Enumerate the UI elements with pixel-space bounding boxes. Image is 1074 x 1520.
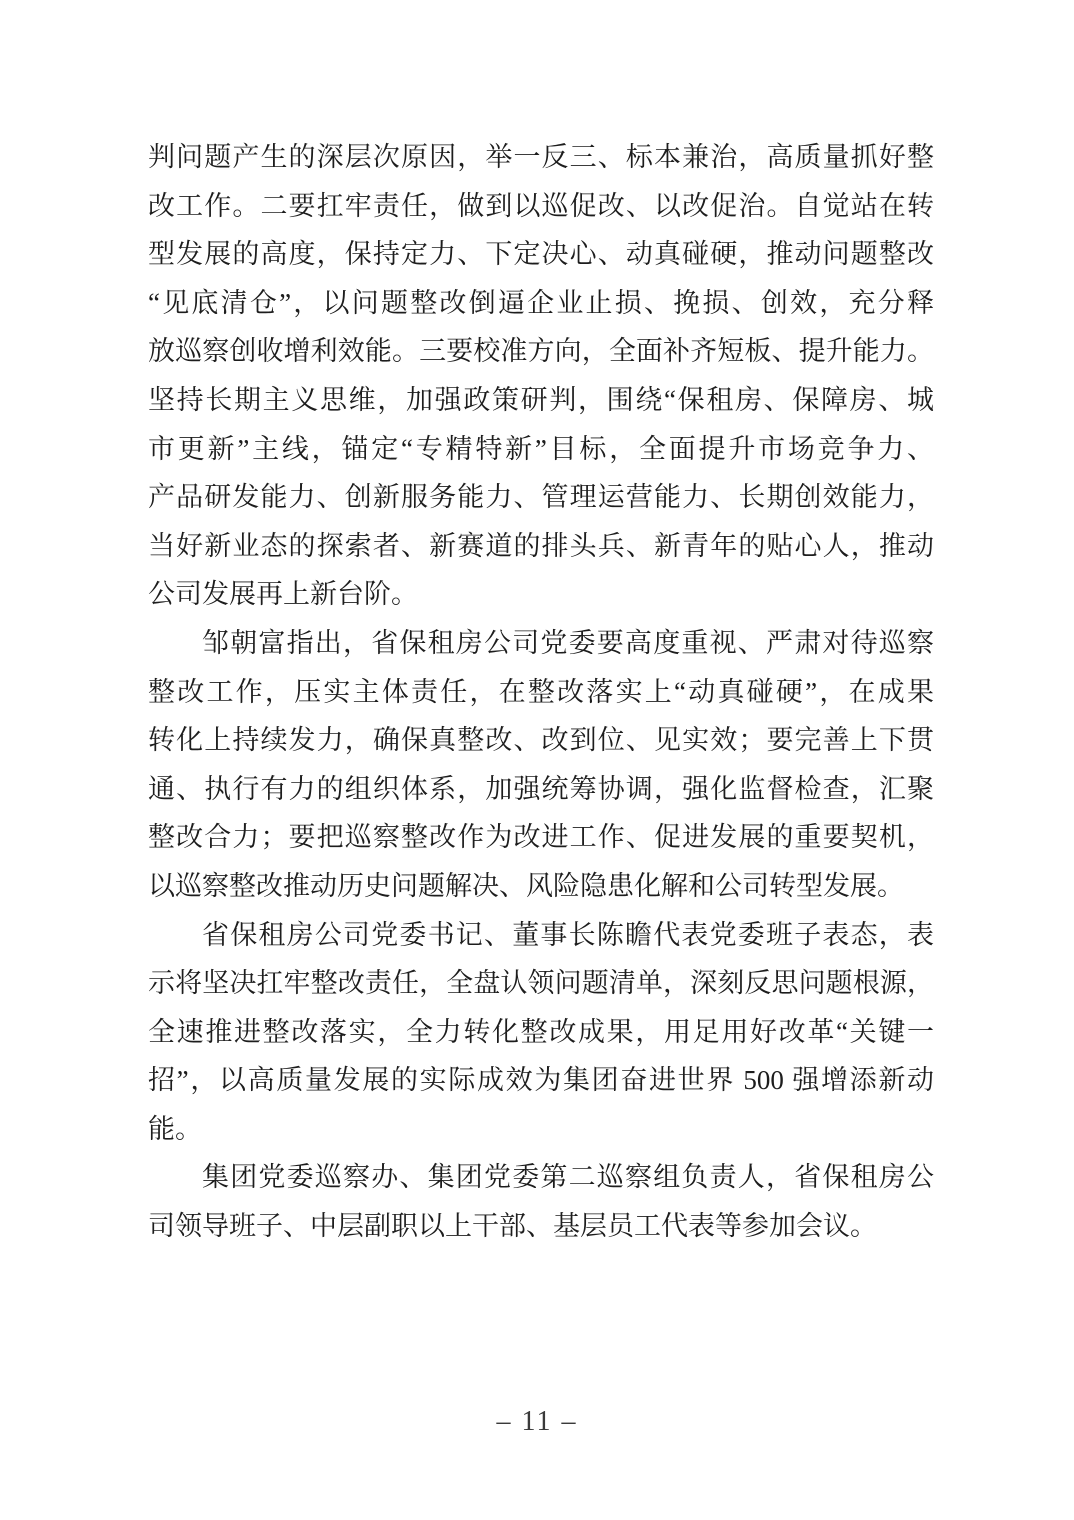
text-line: 能。 bbox=[148, 1113, 202, 1144]
text-line: 坚持长期主义思维，加强政策研判，围绕“保租房、保障房、城 bbox=[148, 384, 934, 415]
text-line: 招”，以高质量发展的实际成效为集团奋进世界 500 强增添新动 bbox=[148, 1065, 934, 1096]
text-line: 整改工作，压实主体责任，在整改落实上“动真碰硬”，在成果 bbox=[148, 676, 934, 707]
text-line: 集团党委巡察办、集团党委第二巡察组负责人，省保租房公 bbox=[202, 1162, 934, 1193]
text-line: 市更新”主线，锚定“专精特新”目标，全面提升市场竞争力、 bbox=[148, 433, 934, 464]
document-body bbox=[148, 133, 934, 1251]
text-line: 型发展的高度，保持定力、下定决心、动真碰硬，推动问题整改 bbox=[148, 239, 934, 270]
text-line: 通、执行有力的组织体系，加强统筹协调，强化监督检查，汇聚 bbox=[148, 773, 934, 804]
text-line: 转化上持续发力，确保真整改、改到位、见实效；要完善上下贯 bbox=[148, 725, 934, 756]
text-line: 示将坚决扛牢整改责任，全盘认领问题清单，深刻反思问题根源， bbox=[148, 968, 934, 999]
paragraph bbox=[148, 619, 934, 911]
text-line: 整改合力；要把巡察整改作为改进工作、促进发展的重要契机， bbox=[148, 822, 934, 853]
paragraph bbox=[148, 1153, 934, 1250]
paragraph bbox=[148, 133, 934, 619]
text-line: 全速推进整改落实，全力转化整改成果，用足用好改革“关键一 bbox=[148, 1016, 934, 1047]
text-line: 产品研发能力、创新服务能力、管理运营能力、长期创效能力， bbox=[148, 482, 934, 513]
text-line: 放巡察创收增利效能。三要校准方向，全面补齐短板、提升能力。 bbox=[148, 336, 934, 367]
text-line: 当好新业态的探索者、新赛道的排头兵、新青年的贴心人，推动 bbox=[148, 530, 934, 561]
text-line: 以巡察整改推动历史问题解决、风险隐患化解和公司转型发展。 bbox=[148, 870, 904, 901]
page-number: – 11 – bbox=[496, 1406, 578, 1437]
text-line: 邹朝富指出，省保租房公司党委要高度重视、严肃对待巡察 bbox=[202, 627, 934, 658]
paragraph bbox=[148, 911, 934, 1154]
text-line: “见底清仓”，以问题整改倒逼企业止损、挽损、创效，充分释 bbox=[148, 287, 934, 318]
text-line: 省保租房公司党委书记、董事长陈瞻代表党委班子表态，表 bbox=[202, 919, 934, 950]
text-line: 司领导班子、中层副职以上干部、基层员工代表等参加会议。 bbox=[148, 1211, 877, 1242]
text-line: 公司发展再上新台阶。 bbox=[148, 579, 418, 610]
text-line: 判问题产生的深层次原因，举一反三、标本兼治，高质量抓好整 bbox=[148, 142, 934, 172]
text-line: 改工作。二要扛牢责任，做到以巡促改、以改促治。自觉站在转 bbox=[148, 190, 934, 221]
